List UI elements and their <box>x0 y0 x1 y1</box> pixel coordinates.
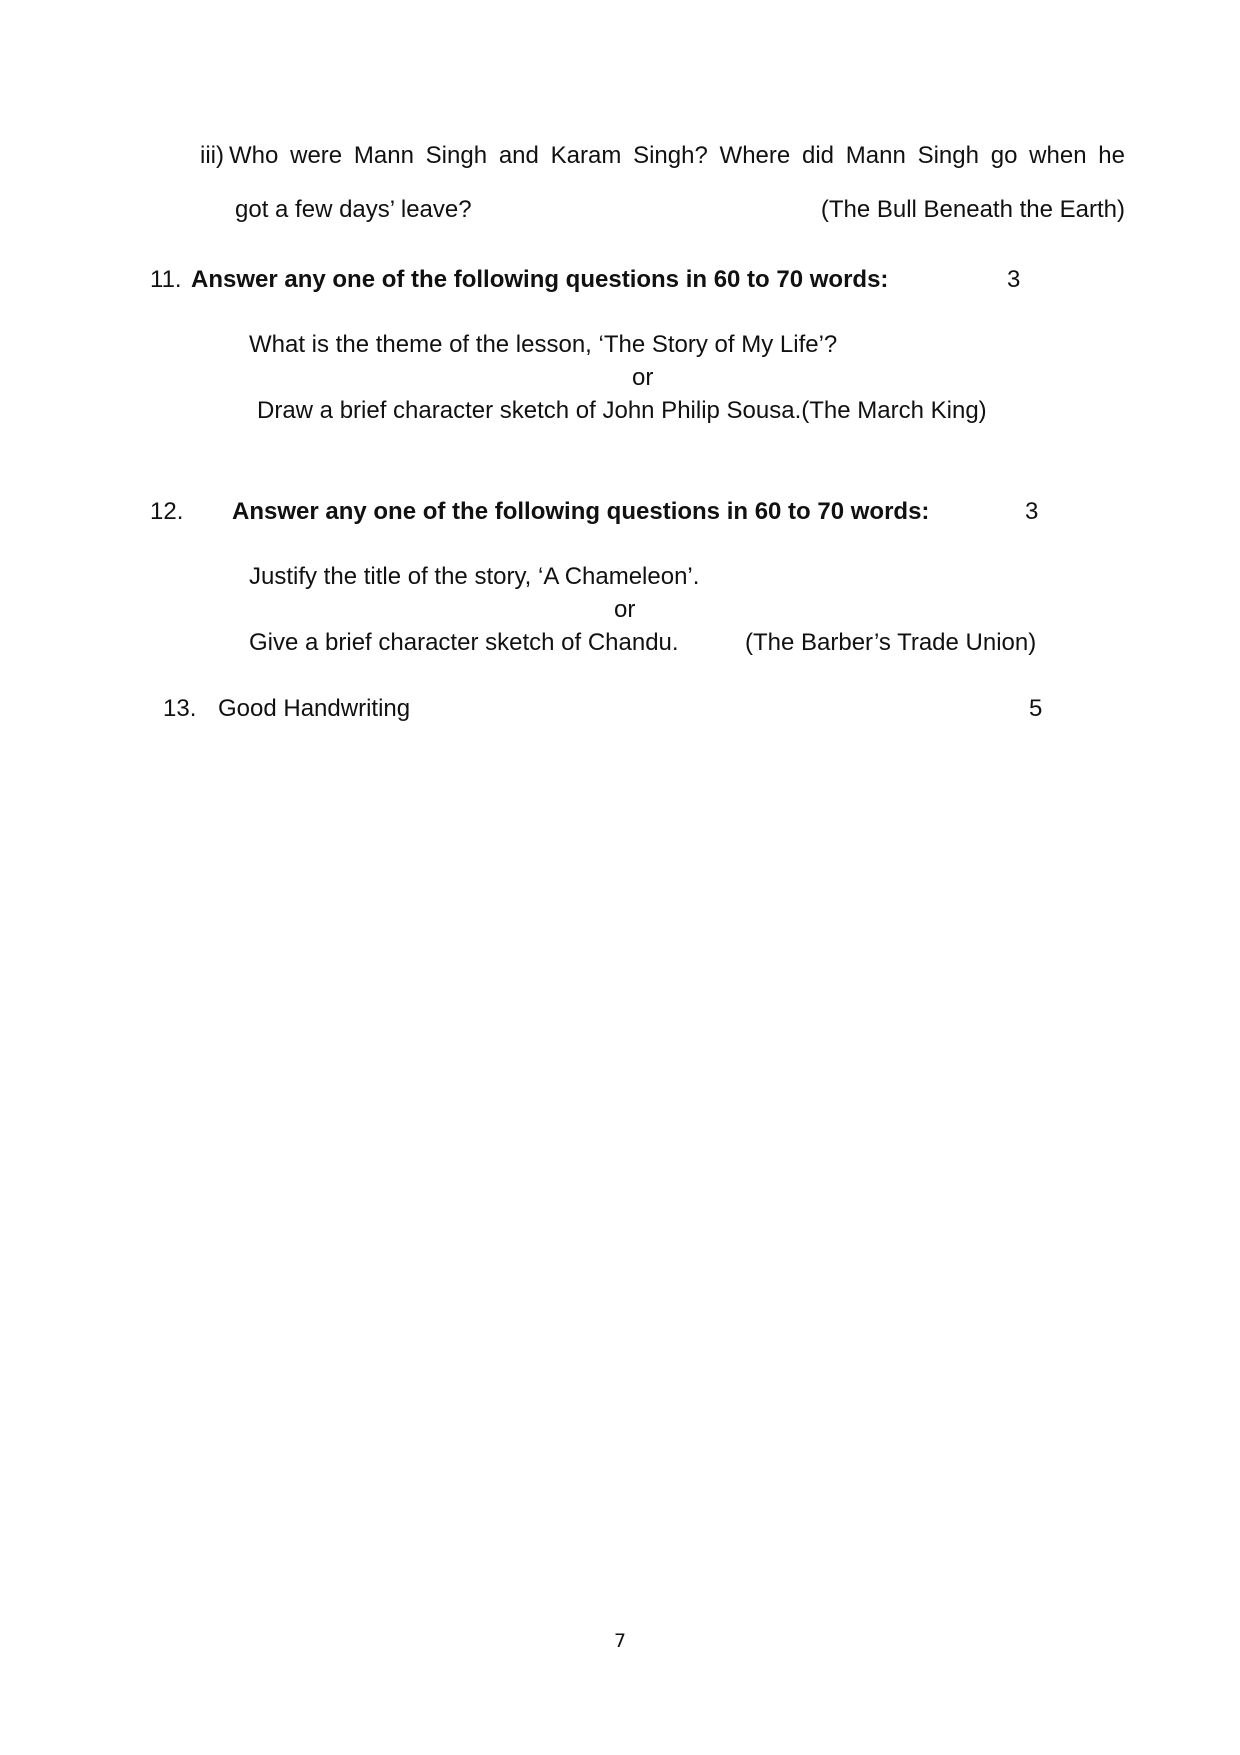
q12-number: 12. <box>150 498 184 525</box>
q13-number: 13. <box>163 695 197 722</box>
q13-text: Good Handwriting <box>218 695 411 722</box>
q12-or: or <box>614 596 636 623</box>
q11-number: 11. <box>150 266 182 293</box>
q12-instruction: Answer any one of the following questions in 60 to 70 words: <box>232 498 930 525</box>
q11-option-a: What is the theme of the lesson, ‘The Story of My Life’? <box>249 331 838 358</box>
q13-marks: 5 <box>1029 695 1043 722</box>
q11-option-b: Draw a brief character sketch of John Philip Sousa.(The March King) <box>257 397 987 424</box>
page-number: 7 <box>614 1630 627 1652</box>
q11-marks: 3 <box>1007 266 1021 293</box>
q12-option-a: Justify the title of the story, ‘A Chameleon’. <box>249 563 700 590</box>
q10-iii-source: (The Bull Beneath the Earth) <box>820 196 1125 223</box>
q12-marks: 3 <box>1025 498 1039 525</box>
q12-option-b: Give a brief character sketch of Chandu. <box>249 629 679 656</box>
q12-source: (The Barber’s Trade Union) <box>745 629 1037 656</box>
q10-iii-line1: Who were Mann Singh and Karam Singh? Where did Mann Singh go when he <box>229 142 1125 169</box>
q11-instruction: Answer any one of the following questions in 60 to 70 words: <box>191 266 889 293</box>
q10-iii-line2: got a few days’ leave? <box>235 196 472 223</box>
q10-iii-label: iii) <box>200 142 224 169</box>
q11-or: or <box>632 364 654 391</box>
